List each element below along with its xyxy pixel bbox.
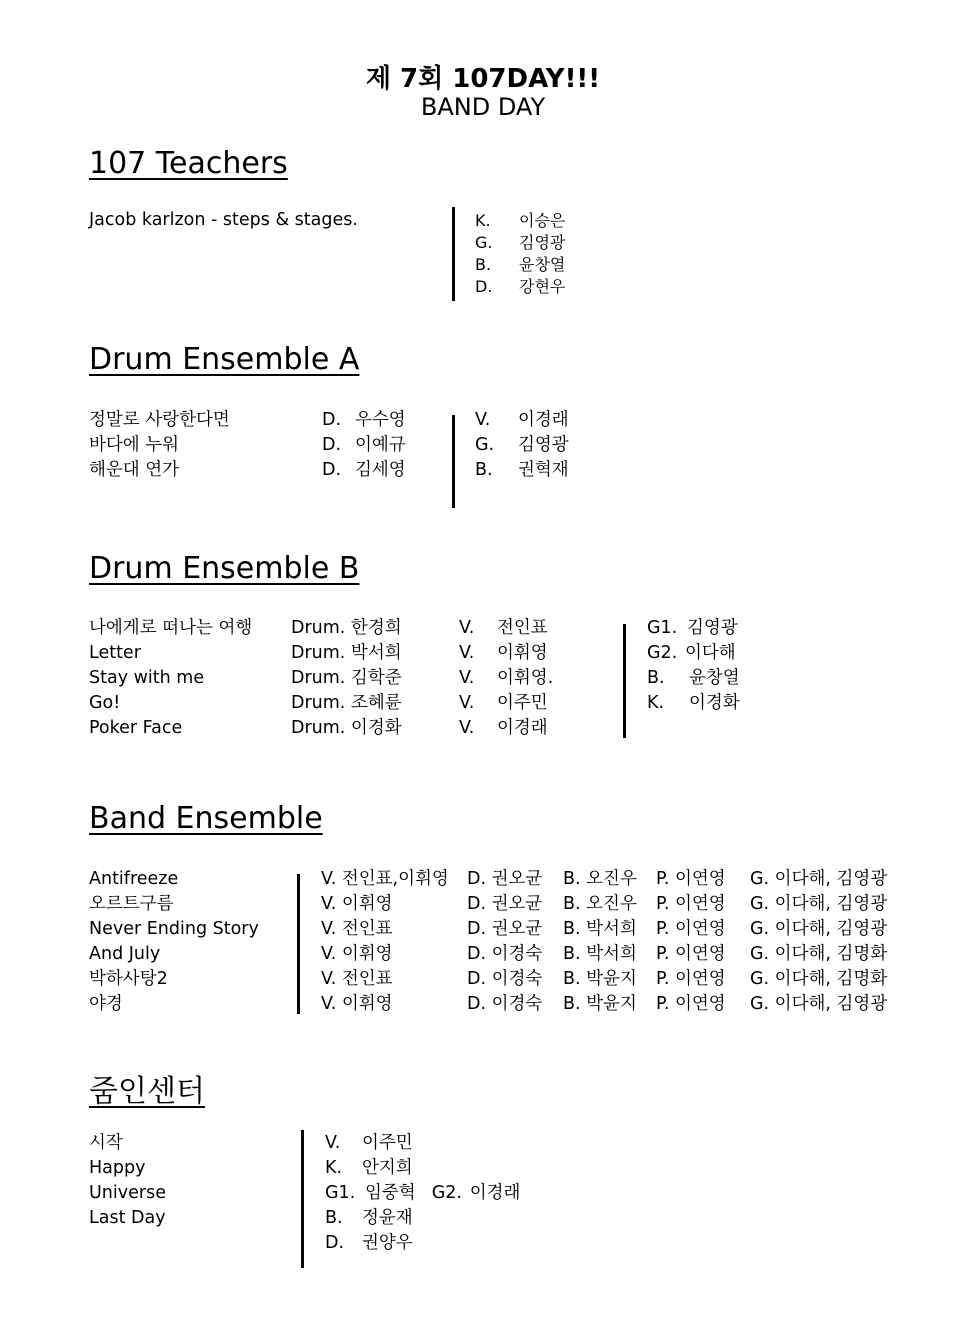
member-role: G1. — [325, 1183, 356, 1203]
member-role: K. — [475, 211, 491, 230]
member-role: D. — [325, 1233, 345, 1253]
guitarist: G. 이다해, 김영광 — [750, 994, 888, 1014]
vocal: V. 전인표,이휘영 — [321, 869, 449, 889]
member-name: 권양우 — [362, 1233, 413, 1253]
song-title: Letter — [89, 643, 141, 663]
member-role: V. — [459, 618, 475, 638]
song-title: 정말로 사랑한다면 — [89, 410, 230, 430]
bassist: B. 박윤지 — [563, 994, 637, 1014]
zoom-members — [325, 1131, 520, 1256]
song-title: Last Day — [89, 1208, 166, 1228]
member-role: V. — [459, 693, 475, 713]
teachers-song: Jacob karlzon - steps & stages. — [89, 210, 358, 230]
member-name: 정윤재 — [362, 1208, 413, 1228]
song-title: 오르트구름 — [89, 894, 174, 914]
member-role: V. — [459, 643, 475, 663]
bassist: B. 박윤지 — [563, 969, 637, 989]
member-name: 이휘영 — [497, 643, 548, 663]
member-role: B. — [647, 668, 665, 688]
section-heading-drum-a: Drum Ensemble A — [89, 342, 360, 377]
song-title: Happy — [89, 1158, 146, 1178]
member-name: 이경화 — [689, 693, 740, 713]
zoom-songs — [89, 1131, 166, 1231]
drummer: D. 권오균 — [467, 869, 543, 889]
song-title: 박하사탕2 — [89, 969, 168, 989]
drum-b-songs — [89, 616, 252, 741]
member-name: 김영광 — [519, 233, 566, 252]
member-role: K. — [325, 1158, 343, 1178]
member-role: V. — [459, 718, 475, 738]
song-title: Go! — [89, 693, 121, 713]
song-title: Stay with me — [89, 668, 205, 688]
member-role: B. — [325, 1208, 343, 1228]
member-name: 이경래 — [469, 1183, 521, 1203]
member-name: 윤창열 — [689, 668, 740, 688]
drummer: Drum. 한경희 — [291, 618, 402, 638]
drummer: D. 이경숙 — [467, 944, 543, 964]
song-title: Poker Face — [89, 718, 183, 738]
drummer: D. 권오균 — [467, 894, 543, 914]
member-name: 우수영 — [355, 410, 406, 430]
member-role: B. — [475, 255, 492, 274]
drummer: D. 이경숙 — [467, 969, 543, 989]
guitarist: G. 이다해, 김명화 — [750, 969, 888, 989]
song-title: Universe — [89, 1183, 166, 1203]
member-name: 이주민 — [497, 693, 548, 713]
member-role: V. — [459, 668, 475, 688]
bassist: B. 박서희 — [563, 944, 637, 964]
member-name: 이예규 — [355, 435, 406, 455]
guitarist: G. 이다해, 김영광 — [750, 919, 888, 939]
band-drums — [467, 867, 542, 1017]
member-role: D. — [322, 410, 342, 430]
vocal: V. 이휘영 — [321, 994, 393, 1014]
member-name: 김영광 — [518, 435, 569, 455]
drummer: Drum. 이경화 — [291, 718, 402, 738]
vocal: V. 이휘영 — [321, 894, 393, 914]
member-name: 전인표 — [497, 618, 548, 638]
drummer: Drum. 김학준 — [291, 668, 402, 688]
drummer: D. 이경숙 — [467, 994, 543, 1014]
pianist: P. 이연영 — [656, 894, 726, 914]
page-subtitle: BAND DAY — [420, 93, 546, 121]
bassist: B. 오진우 — [563, 869, 637, 889]
divider-line — [452, 207, 455, 301]
member-name: 윤창열 — [519, 255, 566, 274]
member-name: 김세영 — [355, 460, 406, 480]
drummer: Drum. 박서희 — [291, 643, 402, 663]
divider-line — [623, 624, 626, 738]
drum-b-drums — [291, 616, 402, 741]
member-name: 이승은 — [519, 211, 566, 230]
pianist: P. 이연영 — [656, 969, 726, 989]
member-role: G. — [475, 435, 495, 455]
band-bass — [563, 867, 637, 1017]
member-role: V. — [475, 410, 491, 430]
member-role: G. — [475, 233, 493, 252]
band-vocals — [321, 867, 449, 1017]
vocal: V. 이휘영 — [321, 944, 393, 964]
member-role: G1. — [647, 618, 678, 638]
member-name: 이다해 — [685, 643, 736, 663]
member-name: 임중혁 — [365, 1183, 416, 1203]
member-name: 이경래 — [518, 410, 569, 430]
drum-b-vocals — [459, 616, 553, 741]
guitarist: G. 이다해, 김영광 — [750, 894, 888, 914]
member-name: 권혁재 — [518, 460, 569, 480]
drum-b-members — [647, 616, 740, 716]
member-role: V. — [325, 1133, 341, 1153]
band-guitar — [750, 867, 887, 1017]
song-title: 시작 — [89, 1133, 123, 1153]
section-heading-zoom: 줌인센터 — [89, 1074, 205, 1109]
drum-a-drummers — [322, 408, 406, 483]
song-title: 나에게로 떠나는 여행 — [89, 618, 253, 638]
song-title: And July — [89, 944, 161, 964]
section-heading-drum-b: Drum Ensemble B — [89, 551, 360, 586]
member-role: G2. — [431, 1183, 462, 1203]
song-title: Never Ending Story — [89, 919, 259, 939]
drummer: D. 권오균 — [467, 919, 543, 939]
member-role: G2. — [647, 643, 678, 663]
member-name: 강현우 — [519, 277, 566, 296]
divider-line — [452, 415, 455, 508]
guitarist: G. 이다해, 김명화 — [750, 944, 888, 964]
member-name: 김영광 — [687, 618, 738, 638]
bassist: B. 오진우 — [563, 894, 637, 914]
band-piano — [656, 867, 726, 1017]
divider-line — [301, 1130, 304, 1268]
member-name: 안지희 — [362, 1158, 413, 1178]
member-role: D. — [322, 460, 342, 480]
page-title: 제 7회 107DAY!!! — [365, 64, 601, 94]
song-title: 바다에 누워 — [89, 435, 180, 455]
band-songs — [89, 867, 259, 1017]
pianist: P. 이연영 — [656, 994, 726, 1014]
song-title: 해운대 연가 — [89, 460, 180, 480]
pianist: P. 이연영 — [656, 869, 726, 889]
drum-a-songs — [89, 408, 230, 483]
song-title: 야경 — [89, 994, 123, 1014]
bassist: B. 박서희 — [563, 919, 637, 939]
guitarist: G. 이다해, 김영광 — [750, 869, 888, 889]
member-role: B. — [475, 460, 493, 480]
member-role: D. — [322, 435, 342, 455]
teachers-members — [475, 210, 565, 298]
section-heading-band: Band Ensemble — [89, 801, 323, 836]
drummer: Drum. 조혜륜 — [291, 693, 402, 713]
section-heading-teachers: 107 Teachers — [89, 146, 288, 181]
member-role: D. — [475, 277, 493, 296]
pianist: P. 이연영 — [656, 919, 726, 939]
member-name: 이경래 — [497, 718, 548, 738]
divider-line — [297, 874, 300, 1014]
pianist: P. 이연영 — [656, 944, 726, 964]
drum-a-members — [475, 408, 569, 483]
member-role: K. — [647, 693, 665, 713]
member-name: 이휘영. — [497, 668, 554, 688]
song-title: Antifreeze — [89, 869, 179, 889]
vocal: V. 전인표 — [321, 969, 393, 989]
vocal: V. 전인표 — [321, 919, 393, 939]
member-name: 이주민 — [362, 1133, 413, 1153]
